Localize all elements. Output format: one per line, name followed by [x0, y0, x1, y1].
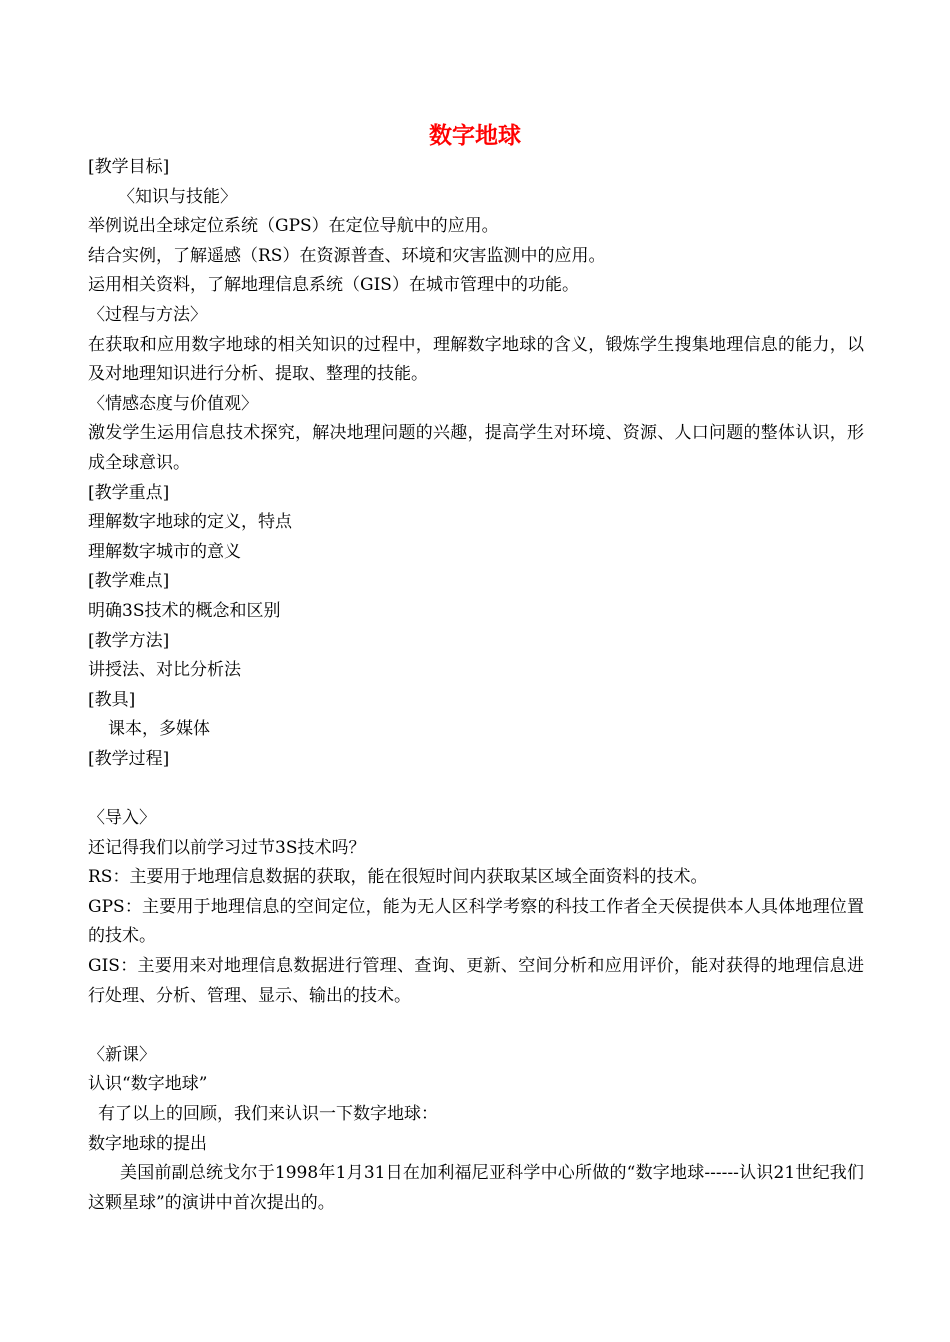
section-heading-difficulties: [教学难点] [88, 571, 170, 592]
subheading-emotion-values: 〈情感态度与价值观〉 [88, 393, 258, 414]
document-body [88, 153, 864, 1218]
section-heading-objectives: [教学目标] [88, 157, 170, 177]
paragraph: 理解数字地球的定义，特点 [88, 512, 292, 533]
paragraph: GPS：主要用于地理信息的空间定位，能为无人区科学考察的科技工作者全天侯提供本人具体地理位置的技术。 [88, 896, 864, 947]
section-heading-teaching-aids: [教具] [88, 689, 136, 710]
paragraph: 讲授法、对比分析法 [88, 660, 241, 681]
paragraph: 数字地球的提出 [88, 1133, 207, 1154]
paragraph: 理解数字城市的意义 [88, 541, 241, 562]
paragraph: 在获取和应用数字地球的相关知识的过程中，理解数字地球的含义，锻炼学生搜集地理信息的能力，以及对地理知识进行分析、提取、整理的技能。 [88, 334, 864, 385]
paragraph: 结合实例，了解遥感（RS）在资源普查、环境和灾害监测中的应用。 [88, 245, 606, 266]
paragraph: 举例说出全球定位系统（GPS）在定位导航中的应用。 [88, 216, 499, 237]
document-title: 数字地球 [429, 123, 521, 149]
section-heading-key-points: [教学重点] [88, 482, 170, 503]
blank-line [88, 1011, 864, 1041]
paragraph: 还记得我们以前学习过节3S技术吗？ [88, 837, 366, 858]
subheading-introduction: 〈导入〉 [88, 808, 156, 829]
subheading-new-lesson: 〈新课〉 [88, 1044, 156, 1065]
blank-line [88, 774, 864, 804]
paragraph: 激发学生运用信息技术探究，解决地理问题的兴趣，提高学生对环境、资源、人口问题的整体认识，形成全球意识。 [88, 423, 864, 473]
section-heading-process: [教学过程] [88, 748, 170, 769]
paragraph: 明确3S技术的概念和区别 [88, 600, 281, 621]
paragraph: GIS：主要用来对地理信息数据进行管理、查询、更新、空间分析和应用评价，能对获得的地理信息进行处理、分析、管理、显示、输出的技术。 [88, 956, 864, 1006]
paragraph: 课本，多媒体 [108, 719, 210, 740]
subheading-process-method: 〈过程与方法〉 [88, 304, 207, 325]
paragraph: RS：主要用于地理信息数据的获取，能在很短时间内获取某区域全面资料的技术。 [88, 867, 708, 888]
paragraph: 认识“数字地球” [88, 1074, 208, 1095]
subheading-knowledge-skills: 〈知识与技能〉 [118, 186, 237, 207]
paragraph: 运用相关资料，了解地理信息系统（GIS）在城市管理中的功能。 [88, 275, 579, 296]
paragraph: 有了以上的回顾，我们来认识一下数字地球： [98, 1104, 438, 1124]
paragraph: 美国前副总统戈尔于1998年1月31日在加利福尼亚科学中心所做的“数字地球------认识21世纪我们这颗星球”的演讲中首次提出的。 [88, 1163, 864, 1213]
section-heading-methods: [教学方法] [88, 630, 170, 651]
